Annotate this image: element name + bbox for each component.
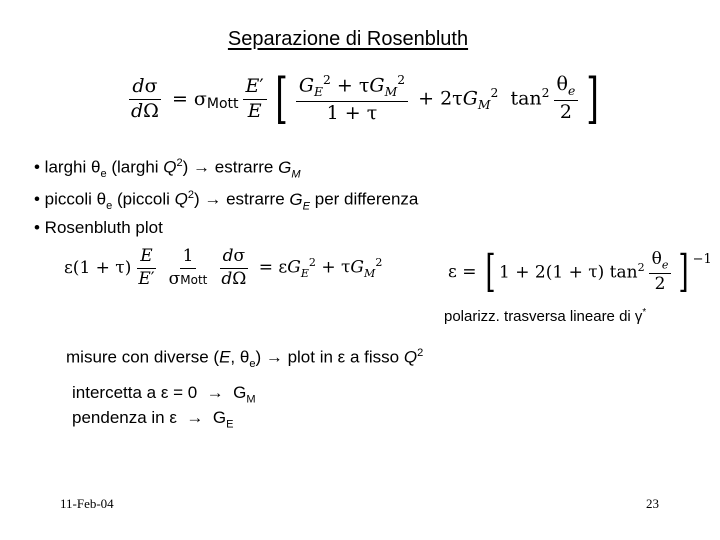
footer-date: 11-Feb-04 (60, 496, 114, 511)
bullet-small-angle: • piccoli $\theta_e$ (piccoli $Q^2$) → estrarre $G_E$ per differenza (34, 189, 419, 213)
intercept-line: intercetta a $\varepsilon = 0 \to G_M$ (72, 383, 256, 406)
slide-title: Separazione di Rosenbluth (227, 28, 469, 50)
bullet-large-angle: • larghi $\theta_e$ (larghi $Q^2$) → estrarre $G_M$ (34, 157, 301, 181)
polarization-note: polarizz. trasversa lineare di γ* (444, 307, 647, 325)
bullet-list (34, 153, 418, 238)
bullet-rosenbluth-plot: • Rosenbluth plot (34, 218, 163, 238)
slope-line: pendenza in $\varepsilon \to G_E$ (72, 408, 234, 431)
page-number: 23 (646, 496, 659, 511)
reduced-cross-section-formula: ε(1 + τ) $\frac{E}{E'}$ $\frac{1}{\text{σMott}}$ $\frac{d\sigma}{d\Omega}$ = $\varepsilon G_E^2 + \tau G_M^2$ (64, 246, 383, 289)
rosenbluth-formula: $\frac{d\sigma}{d\Omega}$ = σ Mott $\frac{E'}{E}$ [ $\frac{G_E^2 + \tau G_M^2}{1 + \tau}$ + $2\tau G_M^2$ $\tan^2$ $\frac{\theta_e}{2}$ ] (131, 67, 600, 130)
measurement-line: misure con diverse (E, $\theta_e$) → plot in ε a fisso $Q^2$ (66, 347, 424, 371)
epsilon-formula: ε = [ 1 + 2(1 + τ) $\tan^2$ $\frac{\theta_e}{2}$ ] −1 (448, 246, 712, 297)
